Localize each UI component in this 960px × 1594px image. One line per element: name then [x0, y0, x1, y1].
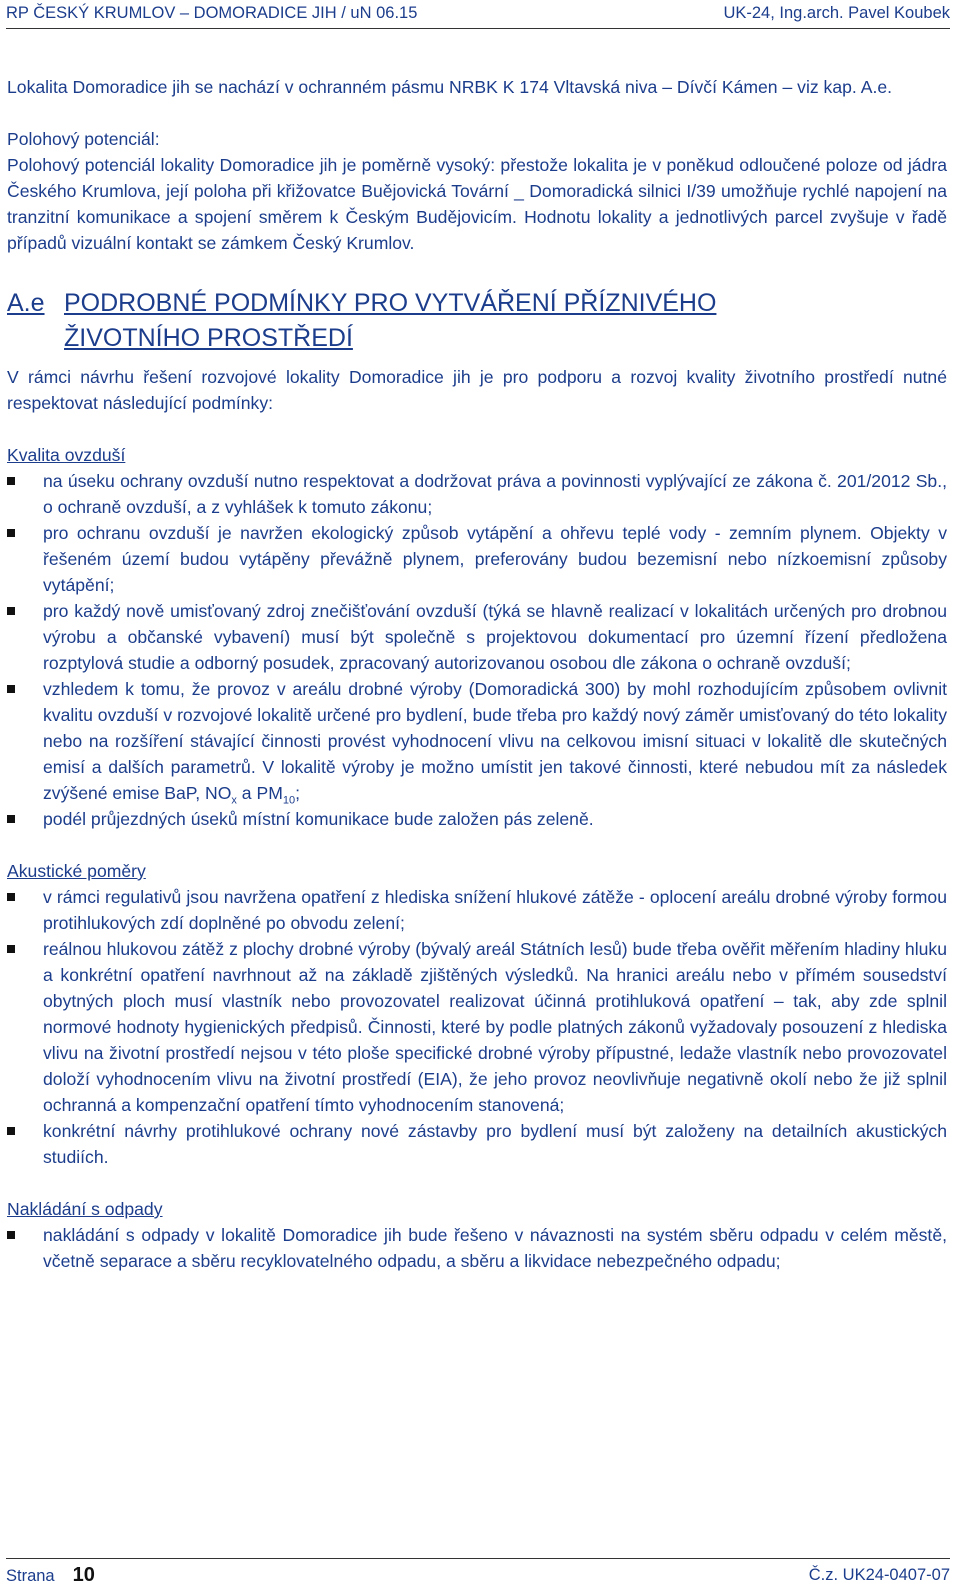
noise-list — [7, 884, 947, 1170]
section-title-line2: ŽIVOTNÍHO PROSTŘEDÍ — [64, 324, 353, 352]
bullet-icon — [7, 1127, 15, 1135]
air-list — [7, 468, 947, 832]
section-number: A.e — [7, 289, 45, 317]
document-code: Č.z. UK24-0407-07 — [808, 1565, 950, 1584]
bullet-icon — [7, 685, 15, 693]
page-indicator — [6, 1564, 95, 1587]
document-body — [7, 74, 947, 1274]
bullet-icon — [7, 893, 15, 901]
page-number: 10 — [72, 1563, 95, 1586]
bullet-icon — [7, 477, 15, 485]
list-item: vzhledem k tomu, že provoz v areálu drobné výroby (Domoradická 300) by mohl rozhodujícím způsobem ovlivnit kvalitu ovzduší v rozvojové lokalitě určené pro bydlení, bude třeba pro každý nový záměr umisťovaný do této lokality nebo na rozšíření stávající činnosti provést vyhodnocení vlivu na celkovou imisní situaci v lokalitě dle skutečných emisí a dalších parametrů. V lokalitě výroby je možno umístit jen takové činnosti, které nebudou mít za následek zvýšené emise BaP, $NO_x$ a $PM_{10}$; — [7, 676, 947, 806]
page-header — [6, 4, 950, 29]
list-item: pro každý nově umisťovaný zdroj znečišťování ovzduší (týká se hlavně realizací v lokalitách určených pro drobnou výrobu a občanské vybavení) musí být společně s projektovou dokumentací pro územní řízení předložena rozptylová studie a odborný posudek, zpracovaný autorizovanou osobou dle zákona o ochraně ovzduší; — [7, 598, 947, 676]
list-item: konkrétní návrhy protihlukové ochrany nové zástavby pro bydlení musí být založeny na detailních akustických studiích. — [7, 1118, 947, 1170]
list-item: podél průjezdných úseků místní komunikace bude založen pás zeleně. — [7, 806, 947, 832]
position-paragraph: Polohový potenciál lokality Domoradice jih je poměrně vysoký: přestože lokalita je v poněkud odloučené poloze od jádra Českého Krumlova, její poloha při křižovatce Buějovická Tovární _ Domoradická silnici I/39 umožňuje rychlé napojení na tranzitní komunikace a spojení směrem k Českým Budějovicím. Hodnotu lokality a jednotlivých parcel zvyšuje v řadě případů vizuální kontakt se zámkem Český Krumlov. — [7, 155, 947, 253]
intro-paragraph: Lokalita Domoradice jih se nachází v ochranném pásmu NRBK K 174 Vltavská niva – Dívčí Kámen – viz kap. A.e. — [7, 77, 893, 97]
bullet-icon — [7, 1231, 15, 1239]
waste-heading: Nakládání s odpady — [7, 1199, 163, 1219]
bullet-icon — [7, 945, 15, 953]
section-title — [64, 286, 716, 356]
list-item: v rámci regulativů jsou navržena opatření z hlediska snížení hlukové zátěže - oplocení areálu drobné výroby formou protihlukových zdí doplněné po obvodu zelení; — [7, 884, 947, 936]
section-intro: V rámci návrhu řešení rozvojové lokality Domoradice jih je pro podporu a rozvoj kvality životního prostředí nutné respektovat následující podmínky: — [7, 367, 947, 413]
noise-heading: Akustické poměry — [7, 861, 146, 881]
page-label: Strana — [6, 1566, 55, 1585]
header-document-title: RP ČESKÝ KRUMLOV – DOMORADICE JIH / uN 06.15 — [6, 4, 418, 22]
section-heading — [7, 286, 947, 356]
bullet-icon — [7, 529, 15, 537]
air-heading: Kvalita ovzduší — [7, 445, 126, 465]
header-author: UK-24, Ing.arch. Pavel Koubek — [723, 4, 950, 22]
waste-list — [7, 1222, 947, 1274]
list-item: pro ochranu ovzduší je navržen ekologický způsob vytápění a ohřevu teplé vody - zemním plynem. Objekty v řešeném území budou vytápěny převážně plynem, preferovány budou bezemisní nebo nízkoemisní způsoby vytápění; — [7, 520, 947, 598]
list-item: nakládání s odpady v lokalitě Domoradice jih bude řešeno v návaznosti na systém sběru odpadu v celém městě, včetně separace a sběru recyklovatelného odpadu, a sběru a likvidace nebezpečného odpadu; — [7, 1222, 947, 1274]
bullet-icon — [7, 815, 15, 823]
position-heading: Polohový potenciál: — [7, 129, 160, 149]
list-item: reálnou hlukovou zátěž z plochy drobné výroby (bývalý areál Státních lesů) bude třeba ověřit měřením hladiny hluku a konkrétní opatření navrhnout až na základě zjištěných výsledků. Na hranici areálu nebo v přímém sousedství obytných ploch musí vlastník nebo provozovatel realizovat účinná protihluková opatření – tak, aby zde splnil normové hodnoty hygienických předpisů. Činnosti, které by podle platných zákonů vyžadovaly posouzení z hlediska vlivu na životní prostředí nejsou v této ploše specifické drobné výroby přípustné, ledaže vlastník nebo provozovatel doloží vyhodnocením vlivu na životní prostředí (EIA), že jeho provoz neovlivňuje negativně okolí nebo že již splnil ochranná a kompenzační opatření tímto vyhodnocením stanovená; — [7, 936, 947, 1118]
section-title-line1: PODROBNÉ PODMÍNKY PRO VYTVÁŘENÍ PŘÍZNIVÉHO — [64, 289, 717, 317]
list-item: na úseku ochrany ovzduší nutno respektovat a dodržovat práva a povinnosti vyplývající ze zákona č. 201/2012 Sb., o ochraně ovzduší, a z vyhlášek k tomuto zákonu; — [7, 468, 947, 520]
bullet-icon — [7, 607, 15, 615]
page-footer — [6, 1558, 950, 1591]
